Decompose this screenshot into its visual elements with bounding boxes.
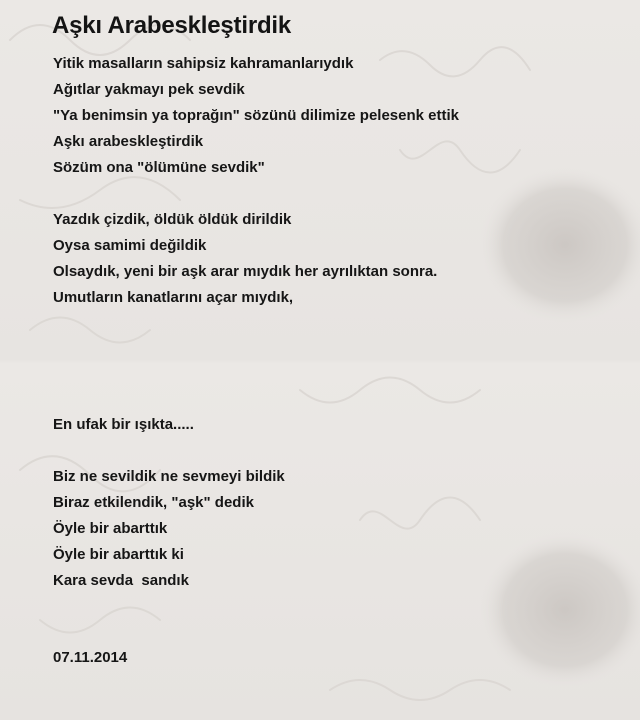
poem-line: Umutların kanatlarını açar mıydık, — [53, 289, 294, 306]
poem-line: Kara sevda sandık — [53, 572, 189, 589]
poem-line: Ağıtlar yakmayı pek sevdik — [53, 81, 245, 98]
poem-line: Oysa samimi değildik — [53, 237, 207, 254]
poem-line: Yazdık çizdik, öldük öldük dirildik — [53, 211, 292, 228]
poem-line: Aşkı arabeskleştirdik — [53, 133, 204, 150]
poem-line: En ufak bir ışıkta..... — [53, 416, 194, 433]
poem-title: Aşkı Arabeskleştirdik — [52, 12, 292, 39]
poem-line: "Ya benimsin ya toprağın" sözünü dilimize pelesenk ettik — [53, 107, 459, 124]
poem-line: Yitik masalların sahipsiz kahramanlarıydık — [53, 55, 354, 72]
poem-line: Öyle bir abarttık ki — [53, 546, 184, 563]
poem-line: Olsaydık, yeni bir aşk arar mıydık her ayrılıktan sonra. — [53, 263, 438, 280]
poem-line: Biz ne sevildik ne sevmeyi bildik — [53, 468, 285, 485]
poem-date: 07.11.2014 — [53, 649, 128, 666]
poem-line: Öyle bir abarttık — [53, 520, 168, 537]
poem-line: Sözüm ona "ölümüne sevdik" — [53, 159, 265, 176]
poem-line: Biraz etkilendik, "aşk" dedik — [53, 494, 254, 511]
